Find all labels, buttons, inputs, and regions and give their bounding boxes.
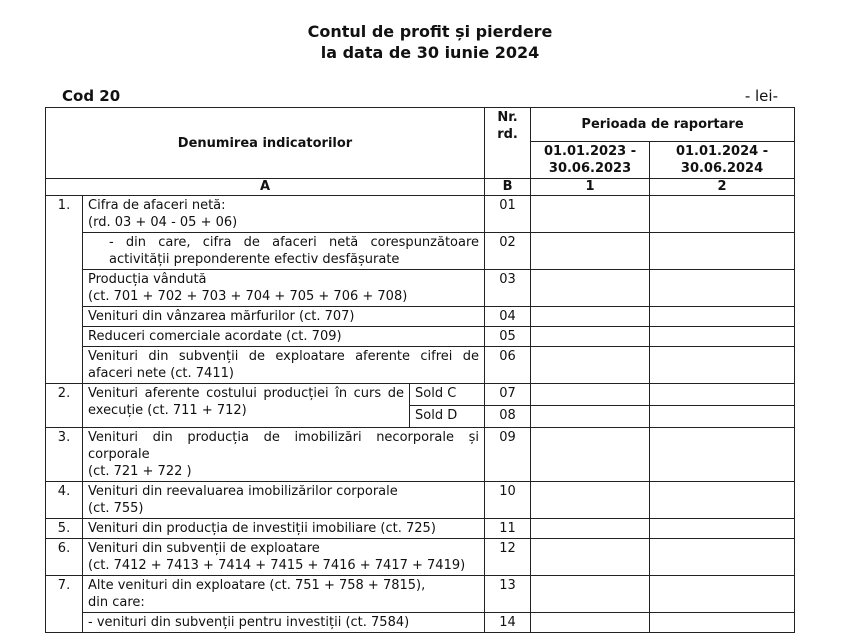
row-nr: 04 — [485, 307, 531, 327]
value-cell[interactable] — [531, 384, 650, 406]
value-cell[interactable] — [650, 347, 795, 384]
value-cell[interactable] — [531, 613, 650, 633]
row-nr: 11 — [485, 519, 531, 539]
value-cell[interactable] — [531, 482, 650, 519]
document-subtitle: la data de 30 iunie 2024 — [320, 43, 540, 62]
row-label: Reduceri comerciale acordate (ct. 709) — [83, 327, 485, 347]
row-number: 7. — [46, 576, 83, 633]
sold-d-label: Sold D — [410, 406, 485, 428]
row-nr: 07 — [485, 384, 531, 406]
row-nr: 05 — [485, 327, 531, 347]
value-cell[interactable] — [650, 270, 795, 307]
row-nr: 01 — [485, 196, 531, 233]
header-nr-rd: Nr. rd. — [485, 108, 531, 179]
value-cell[interactable] — [650, 196, 795, 233]
table-row — [46, 307, 795, 327]
row-number: 4. — [46, 482, 83, 519]
table-row — [46, 384, 795, 406]
value-cell[interactable] — [531, 270, 650, 307]
row-label: Cifra de afaceri netă: (rd. 03 + 04 - 05 + 06) — [83, 196, 485, 233]
value-cell[interactable] — [531, 327, 650, 347]
row-nr: 10 — [485, 482, 531, 519]
header-period-1: 01.01.2023 - 30.06.2023 — [531, 142, 650, 179]
row-nr: 09 — [485, 428, 531, 482]
currency-unit: - lei- — [744, 87, 778, 105]
row-label: Venituri din subvenții de exploatare (ct. 7412 + 7413 + 7414 + 7415 + 7416 + 7417 + 7419) — [83, 539, 485, 576]
label-a: A — [46, 179, 485, 196]
label-1: 1 — [531, 179, 650, 196]
value-cell[interactable] — [650, 307, 795, 327]
sold-c-label: Sold C — [410, 384, 485, 406]
value-cell[interactable] — [531, 576, 650, 613]
value-cell[interactable] — [531, 233, 650, 270]
value-cell[interactable] — [531, 347, 650, 384]
header-perioada: Perioada de raportare — [531, 108, 795, 142]
row-label: Alte venituri din exploatare (ct. 751 + 758 + 7815), din care: — [83, 576, 485, 613]
row-label: Producția vândută (ct. 701 + 702 + 703 + 704 + 705 + 706 + 708) — [83, 270, 485, 307]
row-label: Venituri din subvenții de exploatare aferente cifrei de afaceri nete (ct. 7411) — [83, 347, 485, 384]
row-label: Venituri din reevaluarea imobilizărilor corporale (ct. 755) — [83, 482, 485, 519]
value-cell[interactable] — [650, 519, 795, 539]
row-nr: 03 — [485, 270, 531, 307]
table-row — [46, 196, 795, 233]
header-denumire: Denumirea indicatorilor — [46, 108, 485, 179]
row-nr: 14 — [485, 613, 531, 633]
value-cell[interactable] — [531, 519, 650, 539]
row-nr: 08 — [485, 406, 531, 428]
table-row — [46, 519, 795, 539]
row-nr: 02 — [485, 233, 531, 270]
row-label: Venituri aferente costului producției în curs de execuție (ct. 711 + 712) — [83, 384, 410, 428]
table-row — [46, 347, 795, 384]
table-row — [46, 327, 795, 347]
value-cell[interactable] — [531, 196, 650, 233]
value-cell[interactable] — [650, 482, 795, 519]
row-label: Venituri din vânzarea mărfurilor (ct. 707) — [83, 307, 485, 327]
table-row — [46, 613, 795, 633]
row-number: 3. — [46, 428, 83, 482]
row-number: 1. — [46, 196, 83, 384]
document-title: Contul de profit și pierdere — [307, 22, 553, 41]
row-number: 6. — [46, 539, 83, 576]
value-cell[interactable] — [650, 233, 795, 270]
header-period-2: 01.01.2024 - 30.06.2024 — [650, 142, 795, 179]
row-label: - din care, cifra de afaceri netă corespunzătoare activității preponderente efectiv desfășurate — [83, 233, 485, 270]
table-row — [46, 270, 795, 307]
row-nr: 06 — [485, 347, 531, 384]
value-cell[interactable] — [531, 406, 650, 428]
table-row — [46, 482, 795, 519]
form-code: Cod 20 — [62, 87, 121, 105]
value-cell[interactable] — [650, 406, 795, 428]
row-label: Venituri din producția de imobilizări necorporale și corporale (ct. 721 + 722 ) — [83, 428, 485, 482]
value-cell[interactable] — [531, 307, 650, 327]
label-2: 2 — [650, 179, 795, 196]
value-cell[interactable] — [650, 613, 795, 633]
value-cell[interactable] — [650, 327, 795, 347]
table-row — [46, 233, 795, 270]
value-cell[interactable] — [531, 539, 650, 576]
row-number: 5. — [46, 519, 83, 539]
value-cell[interactable] — [650, 428, 795, 482]
value-cell[interactable] — [531, 428, 650, 482]
row-nr: 12 — [485, 539, 531, 576]
row-number: 2. — [46, 384, 83, 428]
table-row — [46, 428, 795, 482]
row-nr: 13 — [485, 576, 531, 613]
table-row — [46, 576, 795, 613]
value-cell[interactable] — [650, 384, 795, 406]
row-label: - venituri din subvenții pentru investiții (ct. 7584) — [83, 613, 485, 633]
value-cell[interactable] — [650, 539, 795, 576]
table-row — [46, 539, 795, 576]
value-cell[interactable] — [650, 576, 795, 613]
profit-loss-table — [45, 107, 795, 633]
label-b: B — [485, 179, 531, 196]
row-label: Venituri din producția de investiții imobiliare (ct. 725) — [83, 519, 485, 539]
